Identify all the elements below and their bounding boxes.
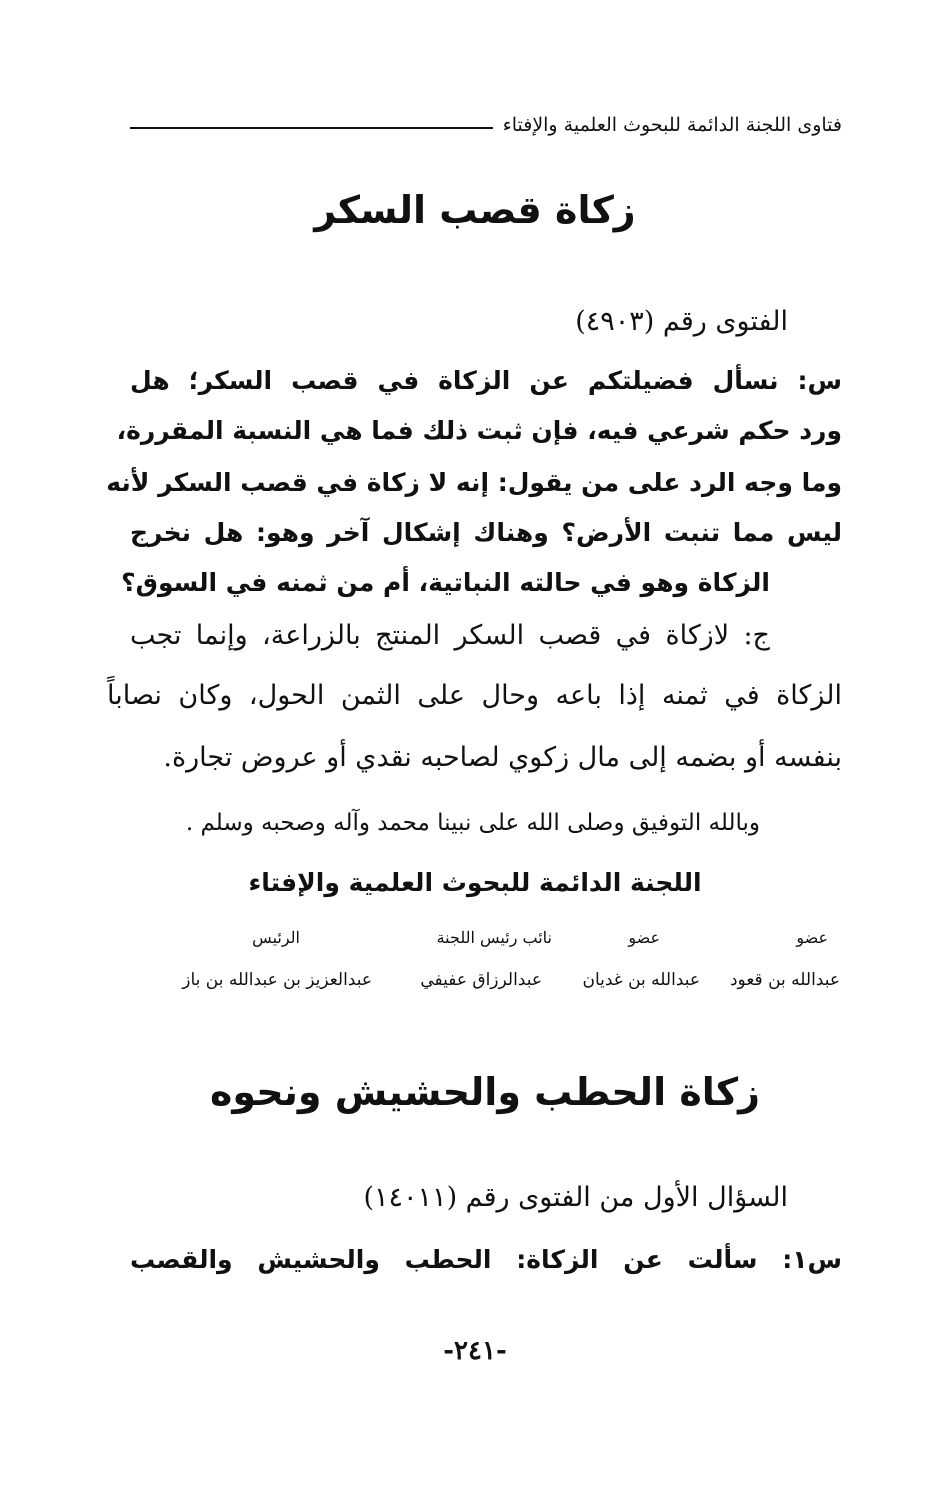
question-line: وما وجه الرد على من يقول: إنه لا زكاة في قصب السكر لأنه xyxy=(106,468,842,497)
signatory-title: نائب رئيس اللجنة xyxy=(436,928,552,947)
section-title-firewood: زكاة الحطب والحشيش ونحوه xyxy=(209,1070,761,1114)
answer-line: ج: لازكاة في قصب السكر المنتج بالزراعة، وإنما تجب xyxy=(130,620,770,651)
question-line: ليس مما تنبت الأرض؟ وهناك إشكال آخر وهو: هل نخرج xyxy=(130,518,842,547)
signatory-name: عبدالرزاق عفيفي xyxy=(420,970,542,990)
signatory-title: عضو xyxy=(628,928,660,947)
signatory-name: عبدالله بن غديان xyxy=(582,970,700,990)
running-header xyxy=(130,114,842,136)
question-line: ورد حكم شرعي فيه، فإن ثبت ذلك فما هي النسبة المقررة، xyxy=(116,416,842,445)
question-line: س: نسأل فضيلتكم عن الزكاة في قصب السكر؛ هل xyxy=(130,366,842,395)
running-header-text: فتاوى اللجنة الدائمة للبحوث العلمية والإفتاء xyxy=(502,114,842,136)
page-number: -٢٤١- xyxy=(443,1336,507,1366)
answer-line: بنفسه أو بضمه إلى مال زكوي لصاحبه نقدي أو عروض تجارة. xyxy=(163,742,842,773)
fatwa-number: السؤال الأول من الفتوى رقم (١٤٠١١) xyxy=(363,1182,788,1213)
closing-prayer: وبالله التوفيق وصلى الله على نبينا محمد وآله وصحبه وسلم . xyxy=(185,810,760,836)
header-rule xyxy=(130,127,493,129)
section-title-sugarcane: زكاة قصب السكر xyxy=(314,188,636,232)
question-line: الزكاة وهو في حالته النباتية، أم من ثمنه في السوق؟ xyxy=(121,568,770,597)
signatory-name: عبدالعزيز بن عبدالله بن باز xyxy=(182,970,372,990)
signatory-title: الرئيس xyxy=(252,928,300,947)
fatwa-number: الفتوى رقم (٤٩٠٣) xyxy=(575,306,788,337)
answer-line: الزكاة في ثمنه إذا باعه وحال على الثمن الحول، وكان نصاباً xyxy=(107,680,842,711)
committee-name: اللجنة الدائمة للبحوث العلمية والإفتاء xyxy=(248,868,702,897)
signatory-title: عضو xyxy=(796,928,828,947)
signatory-name: عبدالله بن قعود xyxy=(729,970,840,990)
question-line: س١: سألت عن الزكاة: الحطب والحشيش والقصب xyxy=(130,1245,842,1274)
